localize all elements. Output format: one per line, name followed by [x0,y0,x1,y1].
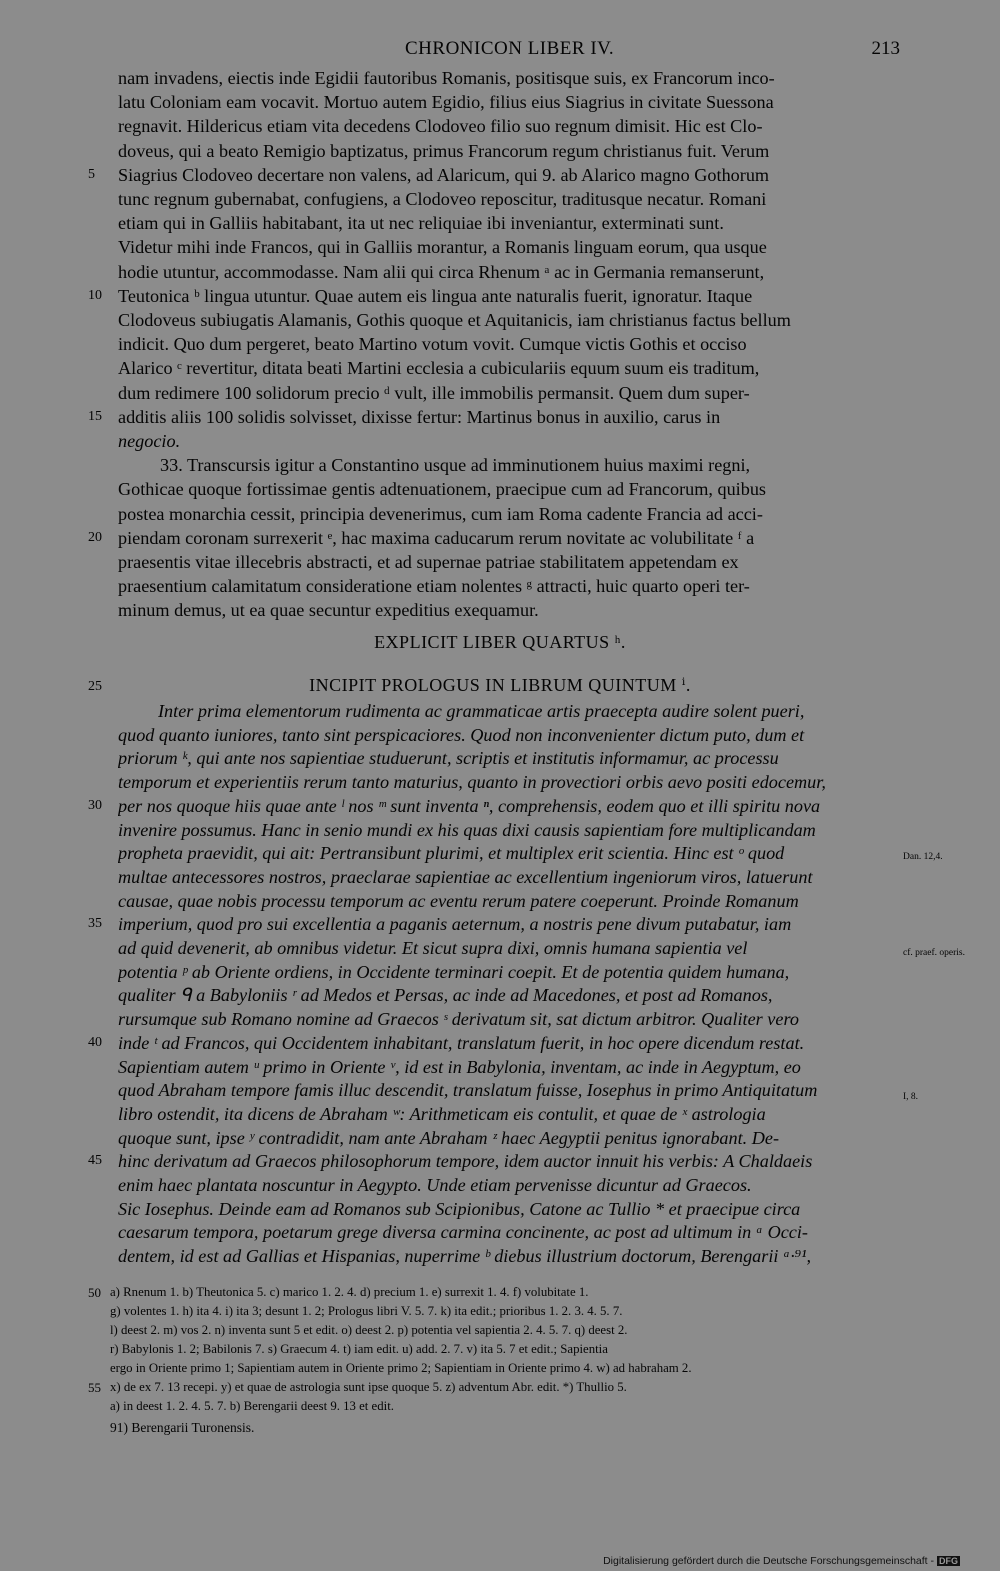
text-line: temporum et experientiis rerum tanto maturius, quanto in provectiori orbis aevo positi edocemur, [118,772,826,793]
editor-note: 91) Berengarii Turonensis. [110,1420,255,1435]
text-line: x) de ex 7. 13 recepi. y) et quae de astrologia sunt ipse quoque 5. z) adventum Abr. edit. *) Thullio 5. [110,1380,627,1394]
line-number: 15 [88,408,102,424]
dfg-logo: DFG [939,1556,958,1566]
text-line: g) volentes 1. h) ita 4. i) ita 3; desunt 1. 2; Prologus libri V. 5. 7. k) ita edit.; prioribus 1. 2. 3. 4. 5. 7. [110,1304,623,1318]
text-line: minum demus, ut ea quae secuntur expeditius exequamur. [118,600,539,621]
text-line: Inter prima elementorum rudimenta ac grammaticae artis praecepta audire solent pueri, [158,701,805,721]
text-line: indicit. Quo dum pergeret, beato Martino votum vovit. Cumque victis Gothis et occiso [118,334,747,355]
text-line: quod Abraham tempore famis illuc descendit, translatum fuisse, Iosephus in primo Antiquitatum [118,1080,818,1101]
line-number: 40 [88,1034,102,1050]
line-number: 10 [88,287,102,303]
text-line: hinc derivatum ad Graecos philosophorum tempore, idem auctor innuit his verbis: A Chaldaeis [118,1151,813,1172]
text-line: Clodoveus subiugatis Alamanis, Gothis quoque et Aquitanicis, iam christianus factus bellum [118,310,791,330]
text-line: per nos quoque hiis quae ante ˡ nos ᵐ sunt inventa ⁿ, comprehensis, eodem quo et illi spiritu nova [118,795,821,816]
text-line: Sapientiam autem ᵘ primo in Oriente ᵛ, id est in Babylonia, inventam, ac inde in Aegyptum, eo [118,1056,801,1077]
text-line: Teutonica ᵇ lingua utuntur. Quae autem eis lingua ante naturalis fuerit, ignoratur. Itaque [118,285,753,306]
line-number: 55 [88,1380,101,1395]
text-line: praesentium calamitatum consideratione etiam nolentes ᵍ attracti, huic quarto operi ter- [118,576,750,597]
text-line: caesarum tempora, poetarum grege diversa carmina concinente, ac post ad ultimum in ᵃ Occi- [118,1222,808,1243]
text-line: multae antecessores nostros, praeclarae sapientiae ac excellentium ingeniorum viros, latuerunt [118,866,813,887]
text-line: l) deest 2. m) vos 2. n) inventa sunt 5 et edit. o) deest 2. p) potentia vel sapientia 2. 4. 5. 7. q) deest 2. [110,1323,628,1337]
text-line: 33. Transcursis igitur a Constantino usque ad imminutionem huius maximi regni, [160,455,751,476]
line-number: 50 [88,1285,101,1300]
text-line: qualiter ᑫ a Babyloniis ʳ ad Medos et Persas, ac inde ad Macedones, et post ad Romanos, [118,985,773,1006]
page-header [0,38,1000,64]
text-line: enim haec plantata noscuntur in Aegypto. Unde etiam pervenisse dicuntur ad Graecos. [118,1175,752,1195]
line-number: 20 [88,529,102,545]
running-title: CHRONICON LIBER IV. [405,38,615,59]
text-line: imperium, quod pro sui excellentia a paganis aeternum, a nostris pene divum putabatur, iam [118,914,792,935]
incipit-heading: INCIPIT PROLOGUS IN LIBRUM QUINTUM ⁱ. [309,675,691,695]
text-line: potentia ᵖ ab Oriente ordiens, in Occidente terminari coepit. Et de potentia quidem humana, [118,961,790,982]
text-line: quod quanto iuniores, tanto sint perspicaciores. Quod non inconvenienter dictum puto, dum et [118,724,805,745]
text-line: Videtur mihi inde Francos, qui in Galliis morantur, a Romanis linguam eorum, qua usque [118,237,767,258]
text-line: Gothicae quoque fortissimae gentis adtenuationem, praecipue cum ad Francorum, quibus [118,479,766,500]
page-number: 213 [871,38,900,59]
margin-note: cf. praef. operis. [903,948,965,958]
text-line: piendam coronam surrexerit ᵉ, hac maxima caducarum rerum novitate ac volubilitate ᶠ a [118,527,755,548]
text-line: postea monarchia cessit, principia devenerimus, cum iam Roma cadente Francia ad acci- [118,503,763,524]
explicit-heading: EXPLICIT LIBER QUARTUS ʰ. [374,632,626,652]
text-line: propheta praevidit, qui ait: Pertransibunt plurimi, et multiplex erit scientia. Hinc est ᵒ quod [118,843,785,864]
text-line: a) Rnenum 1. b) Theutonica 5. c) marico 1. 2. 4. d) precium 1. e) surrexit 1. 4. f) volubitate 1. [110,1285,589,1299]
text-line: latu Coloniam eam vocavit. Mortuo autem Egidio, filius eius Siagrius in civitate Suessona [118,92,774,113]
text-line: libro ostendit, ita dicens de Abraham ʷ: Arithmeticam eis contulit, et quae de ˣ astrologia [118,1103,766,1124]
text-line: a) in deest 1. 2. 4. 5. 7. b) Berengarii deest 9. 13 et edit. [110,1399,394,1413]
text-line: dum redimere 100 solidorum precio ᵈ vult, ille immobilis permansit. Quem dum super- [118,382,750,403]
line-number: 5 [88,166,95,182]
line-number: 45 [88,1153,102,1169]
margin-note: Dan. 12,4. [903,852,943,862]
text-line: invenire possumus. Hanc in senio mundi ex his quas dixi causis sapientiam fore multiplicandam [118,819,816,840]
credit-text: Digitalisierung gefördert durch die Deutsche Forschungsgemeinschaft - [603,1555,934,1567]
text-line: negocio. [118,431,181,451]
digitization-credit [603,1555,960,1567]
text-line: regnavit. Hildericus etiam vita decedens Clodoveo filio suo regnum dimisit. Hic est Clo- [118,116,763,137]
line-number: 30 [88,797,102,813]
text-line: Alarico ᶜ revertitur, ditata beati Martini ecclesia a cubiculariis equum suum eis traditum, [118,358,760,379]
text-line: ergo in Oriente primo 1; Sapientiam autem in Oriente primo 2; Sapientiam in Oriente primo 4. w) ad habraham 2. [110,1361,692,1375]
text-line: etiam qui in Galliis habitabant, ita ut nec reliquiae ibi inveniantur, exterminati sunt. [118,213,724,234]
text-line: tunc regnum gubernabat, confugiens, a Clodoveo reposcitur, traditusque necatur. Romani [118,189,767,209]
line-number: 25 [88,679,102,694]
text-line: dentem, id est ad Gallias et Hispanias, nuperrime ᵇ diebus illustrium doctorum, Berengarii ᵃ·⁹¹, [118,1246,812,1267]
line-number: 35 [88,916,102,932]
text-line: causae, quae nobis processu temporum ac eventu rerum patere coeperunt. Proinde Romanum [118,890,799,911]
margin-note: I, 8. [903,1092,919,1102]
text-line: Sic Iosephus. Deinde eam ad Romanos sub Scipionibus, Catone ac Tullio * et praecipue circa [118,1198,801,1219]
text-line: rursumque sub Romano nomine ad Graecos ˢ derivatum sit, sat dictum arbitror. Qualiter vero [118,1009,799,1030]
text-line: additis aliis 100 solidis solvisset, dixisse fertur: Martinus bonus in auxilio, carus in [118,406,721,427]
text-line: inde ᵗ ad Francos, qui Occidentem inhabitant, translatum fuerit, in hoc opere dicendum restat. [118,1032,805,1053]
text-line: quoque sunt, ipse ʸ contradidit, nam ante Abraham ᶻ haec Aegyptii penitus ignorabant. De- [118,1127,780,1148]
text-line: priorum ᵏ, qui ante nos sapientiae studuerunt, scriptis et institutis informamur, ac processu [118,748,779,769]
text-line: nam invadens, eiectis inde Egidii fautoribus Romanis, positisque suis, ex Francorum inco- [118,68,775,88]
text-line: hodie utuntur, accommodasse. Nam alii qui circa Rhenum ᵃ ac in Germania remanserunt, [118,261,765,282]
text-line: ad quid devenerit, ab omnibus videtur. Et sicut supra dixi, omnis humana sapientia vel [118,938,748,958]
text-line: r) Babylonis 1. 2; Babilonis 7. s) Graecum 4. t) iam edit. u) add. 2. 7. v) ita 5. 7 et edit.; Sapientia [110,1342,608,1356]
text-line: praesentis vitae illecebris abstracti, et ad supernae patriae stabilitatem appetendam ex [118,552,739,572]
text-line: doveus, qui a beato Remigio baptizatus, primus Francorum regum christianus fuit. Verum [118,140,770,161]
text-line: Siagrius Clodoveo decertare non valens, ad Alaricum, qui 9. ab Alarico magno Gothorum [118,164,770,185]
